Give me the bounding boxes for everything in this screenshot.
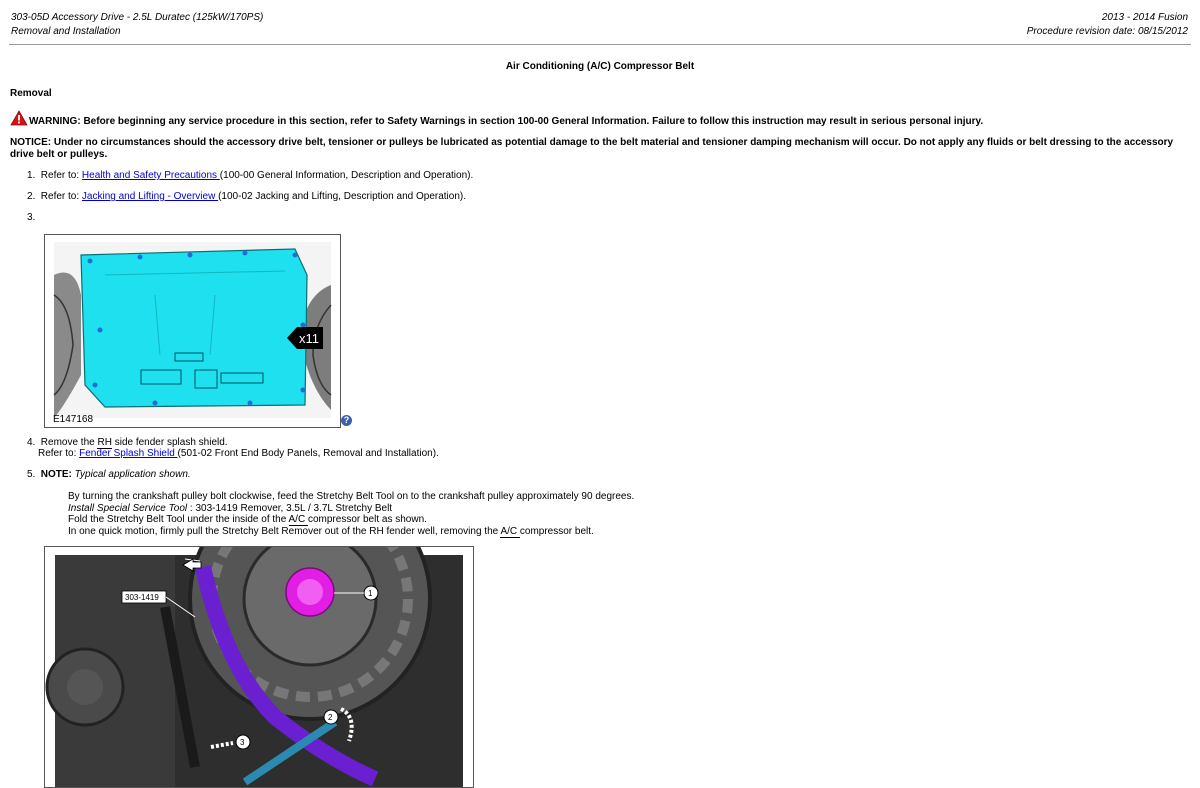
- notice-label: NOTICE:: [10, 137, 52, 148]
- callout-count-label: x11: [299, 331, 319, 346]
- step-4-reference: Refer to: Fender Splash Shield (501-02 Front End Body Panels, Removal and Installation).: [38, 448, 439, 459]
- warning-label: WARNING:: [29, 116, 81, 127]
- revision-date: Procedure revision date: 08/15/2012: [1026, 26, 1188, 37]
- step-5: 5. NOTE: Typical application shown.: [27, 469, 191, 480]
- link-health-safety[interactable]: Health and Safety Precautions: [81, 170, 220, 181]
- step-3: 3.: [27, 212, 36, 223]
- warning-text: Before beginning any service procedure in this section, refer to Safety Warnings in section 100-00 General Information. Failure to follow this instruction may result in serious personal injury.: [83, 116, 984, 127]
- doc-header-left: [11, 11, 263, 39]
- tool-number-label: 303-1419: [125, 593, 159, 602]
- help-icon[interactable]: ?: [341, 415, 352, 426]
- note-text: Typical application shown.: [74, 469, 191, 480]
- abbr-rh: RH: [97, 437, 112, 448]
- header-divider: [9, 44, 1191, 45]
- doc-subtitle: Removal and Installation: [11, 26, 121, 37]
- figure-crankshaft-pulley: [44, 546, 474, 788]
- note-label: NOTE:: [40, 469, 72, 480]
- section-heading: Removal: [10, 88, 52, 99]
- callout-1: 1: [368, 589, 373, 598]
- link-jacking-lifting[interactable]: Jacking and Lifting - Overview: [81, 191, 219, 202]
- warning-triangle-icon: [10, 110, 28, 126]
- callout-2: 2: [328, 713, 333, 722]
- pulley-illustration: [45, 547, 473, 787]
- callout-3: 3: [240, 738, 245, 747]
- step-1: 1. Refer to: Health and Safety Precautions (100-00 General Information, Description and Operation).: [27, 170, 474, 181]
- step-2: 2. Refer to: Jacking and Lifting - Overview (100-02 Jacking and Lifting, Description and Operation).: [27, 191, 467, 202]
- procedure-title: Air Conditioning (A/C) Compressor Belt: [505, 61, 695, 72]
- notice-block: [10, 137, 1186, 161]
- warning-block: [10, 110, 983, 127]
- figure-id-label: E147168: [53, 414, 94, 425]
- step-5-bullet-1: By turning the crankshaft pulley bolt clockwise, feed the Stretchy Belt Tool on to the crankshaft pulley approximately 90 degrees. Install Special Service Tool : 303-1419 Remover, 3.5L / 3.7L Stretchy Belt Fold the Stretchy Belt Tool under the inside of the A/C compressor belt as shown. In one quick motion, firmly pull the Stretchy Belt Remover out of the RH fender well, removing the A/C compressor belt.: [68, 491, 635, 537]
- doc-section-title: 303-05D Accessory Drive - 2.5L Duratec (125kW/170PS): [11, 12, 264, 23]
- underbody-illustration: [45, 235, 340, 427]
- step-4: 4. Remove the RH side fender splash shield.: [27, 437, 228, 448]
- doc-header-right: [1027, 11, 1188, 39]
- vehicle-model: 2013 - 2014 Fusion: [1101, 12, 1188, 23]
- figure-underbody-cover: [44, 234, 341, 428]
- notice-text: Under no circumstances should the accessory drive belt, tensioner or pulleys be lubricated as potential damage to the belt material and tensioner damping mechanism will occur. Do not apply any fluids or belt dressing to the accessory drive belt or pulleys.: [10, 137, 1174, 160]
- link-fender-splash-shield[interactable]: Fender Splash Shield: [79, 448, 178, 459]
